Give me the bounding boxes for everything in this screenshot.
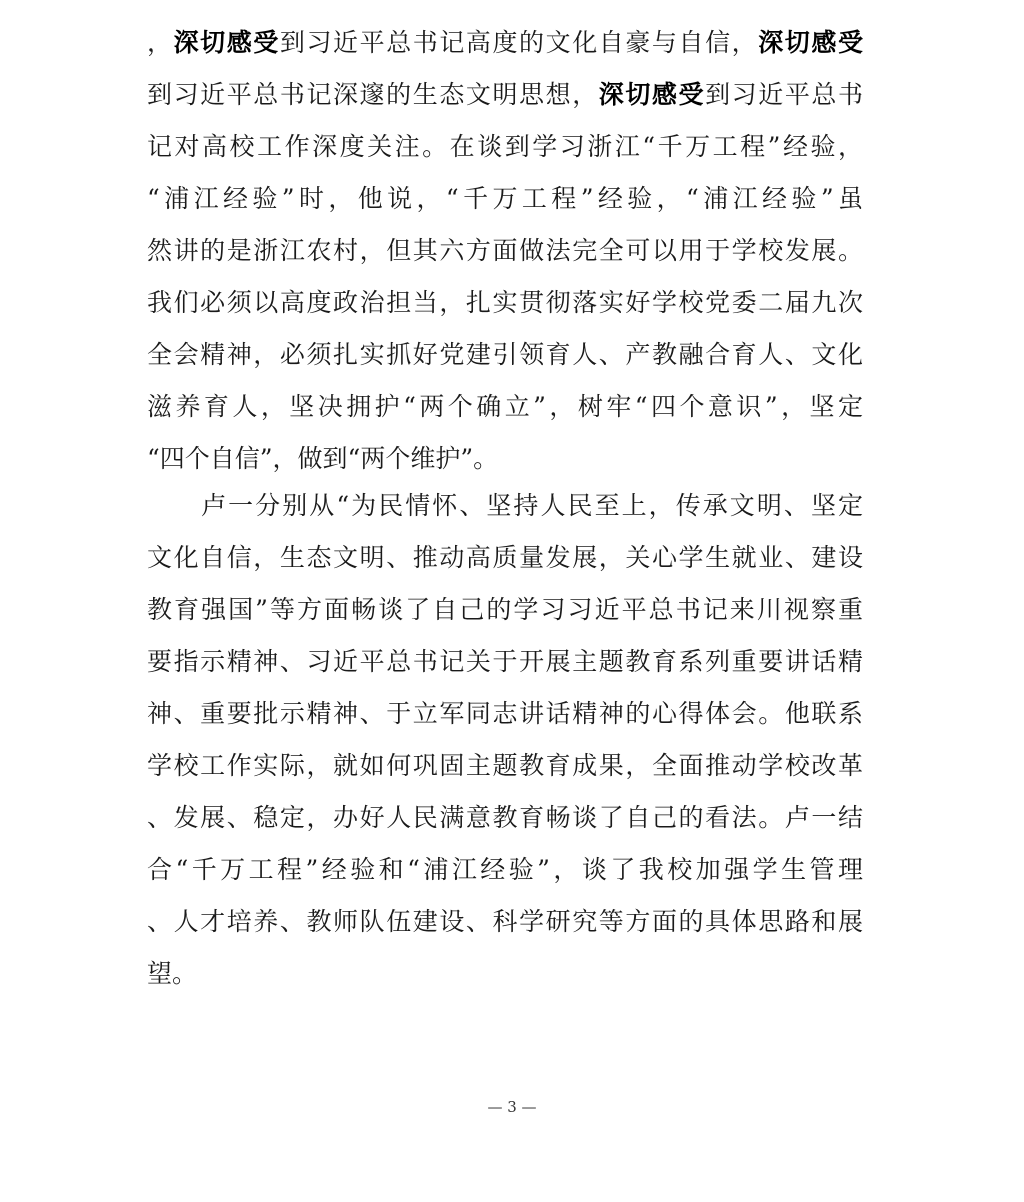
text-line: 、发展、稳定，办好人民满意教育畅谈了自己的看法。卢一结 [147, 803, 863, 832]
text-line: 合“千万工程”经验和“浦江经验”，谈了我校加强学生管理 [147, 855, 863, 884]
text-line [147, 17, 863, 69]
text-line: 文化自信，生态文明、推动高质量发展，关心学生就业、建设 [147, 543, 863, 572]
body-text: 到习近平总书记高度的文化自豪与自信， [279, 28, 759, 57]
text-line: “浦江经验”时，他说，“千万工程”经验，“浦江经验”虽 [147, 184, 863, 213]
paragraph-2 [147, 480, 863, 1000]
text-line: “四个自信”，做到“两个维护”。 [147, 444, 499, 473]
text-line: 滋养育人，坚决拥护“两个确立”，树牢“四个意识”，坚定 [147, 392, 863, 421]
paragraph-1 [147, 17, 863, 485]
emphasis-text: 深切感受 [173, 28, 280, 57]
text-line: 我们必须以高度政治担当，扎实贯彻落实好学校党委二届九次 [147, 288, 863, 317]
page-number: — 3 — [487, 1098, 537, 1116]
punctuation: ， [147, 28, 174, 57]
text-line: 学校工作实际，就如何巩固主题教育成果，全面推动学校改革 [147, 751, 863, 780]
text-line: 记对高校工作深度关注。在谈到学习浙江“千万工程”经验， [147, 132, 863, 161]
text-line [147, 69, 863, 121]
text-line: 然讲的是浙江农村，但其六方面做法完全可以用于学校发展。 [147, 236, 863, 265]
text-line: 全会精神，必须扎实抓好党建引领育人、产教融合育人、文化 [147, 340, 863, 369]
text-line: 神、重要批示精神、于立军同志讲话精神的心得体会。他联系 [147, 699, 863, 728]
text-line: 教育强国”等方面畅谈了自己的学习习近平总书记来川视察重 [147, 595, 863, 624]
text-line: 卢一分别从“为民情怀、坚持人民至上，传承文明、坚定 [147, 491, 863, 520]
body-text: 到习近平总书 [705, 80, 863, 109]
text-line: 要指示精神、习近平总书记关于开展主题教育系列重要讲话精 [147, 647, 863, 676]
text-line: 望。 [147, 959, 198, 988]
emphasis-text: 深切感受 [598, 80, 706, 109]
text-line: 、人才培养、教师队伍建设、科学研究等方面的具体思路和展 [147, 907, 863, 936]
emphasis-text: 深切感受 [758, 28, 863, 57]
body-text: 到习近平总书记深邃的生态文明思想， [147, 80, 599, 109]
